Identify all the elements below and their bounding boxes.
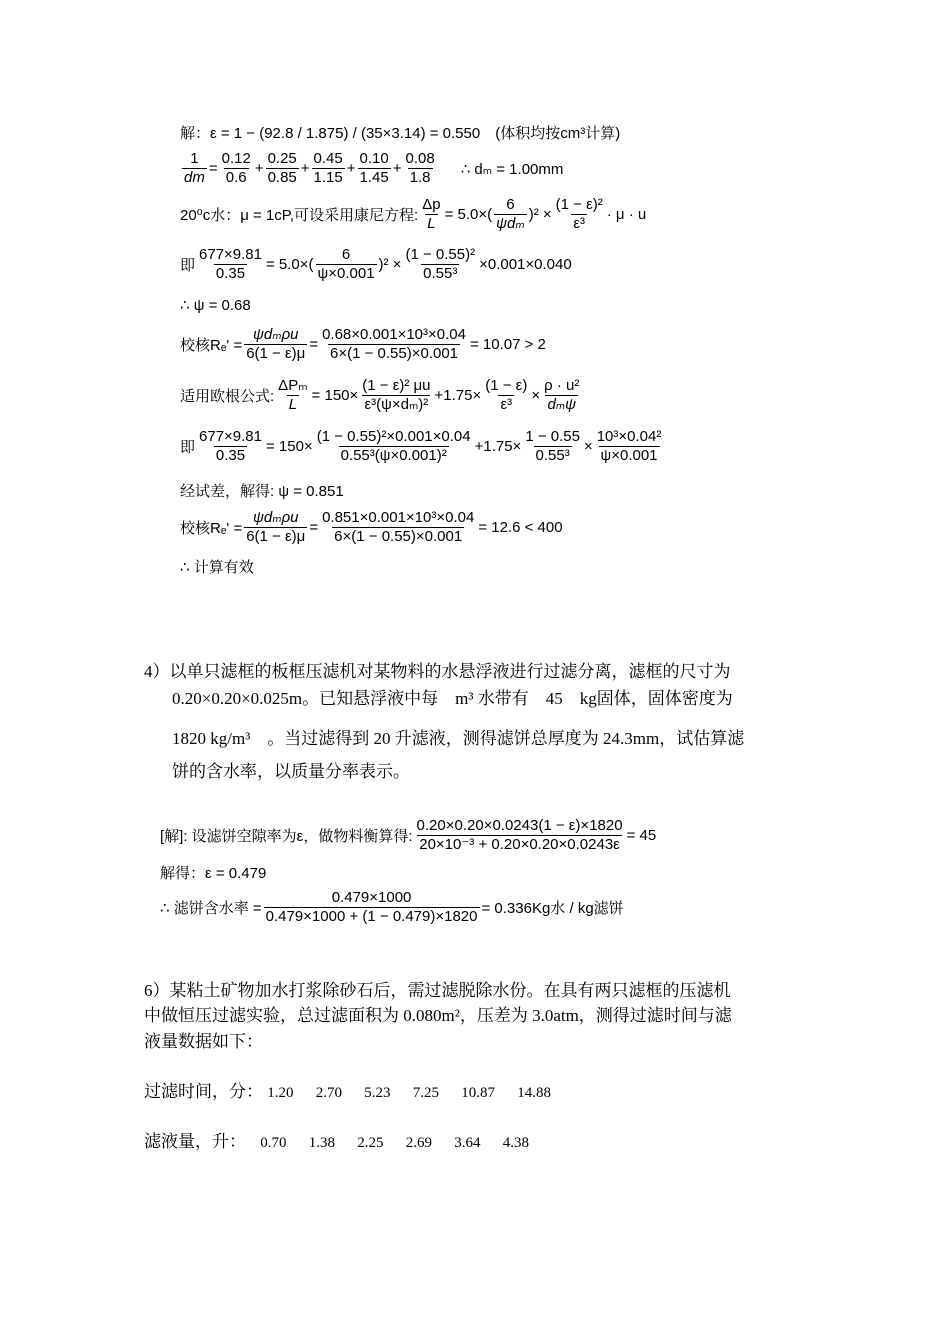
table-cell: 3.64 <box>454 1135 481 1151</box>
fraction: $\frac{0.10}{1.45}$ <box>359 150 389 186</box>
fraction: $\frac{\text{(1 − ε)²}}{\text{ε³}}$ <box>555 196 603 232</box>
fraction: $\frac{(1 - \varepsilon)}{\text{ε³}}$ <box>485 377 528 413</box>
sol4-line-3: ∴ 滤饼含水率 = $\frac{0.479\times 1000}{0.479\times 1000 + (1 - 0.479)\times 1820}$ = 0.336Kg水 / kg滤饼 <box>160 889 624 925</box>
fraction: $\frac{677\times 9.81}{0.35}$ <box>199 428 262 464</box>
sol3-line-11: ∴ 计算有效 <box>180 559 254 576</box>
table-cell: 2.25 <box>357 1135 384 1151</box>
fraction: $\frac{\text{(1 − 0.55)²}}{\text{0.55³}}$ <box>405 246 476 282</box>
question-4-line-2: 0.20×0.20×0.025m。已知悬浮液中每 m³ 水带有 45 kg固体，固体密度为 <box>172 689 733 708</box>
question-6-line-3: 液量数据如下： <box>144 1032 263 1051</box>
equation-text: ∴ dₘ = 1.00mm <box>460 160 564 178</box>
fraction: $\frac{0.20\times 0.20\times 0.0243(1 - \varepsilon)\times 1820}{\text{20×10⁻³ + 0.20×0.20×0.0243ε}}$ <box>416 817 623 853</box>
fraction: $\frac{6}{\psi\times 0.001}$ <box>317 246 375 282</box>
fraction: $\frac{\text{(1 − ε)² μu}}{\text{ε³(ψ×dₘ)²}}$ <box>362 377 431 413</box>
fraction: $\frac{6}{\text{ψdₘ}}$ <box>496 196 525 232</box>
fraction: $\frac{0.12}{0.6}$ <box>221 150 251 186</box>
question-6-line-1: 6）某粘土矿物加水打浆除砂石后，需过滤脱除水份。在具有两只滤框的压滤机 <box>144 981 731 1000</box>
question-6-line-2: 中做恒压过滤实验，总过滤面积为 0.080m²，压差为 3.0atm，测得过滤时间与滤 <box>144 1006 732 1025</box>
fraction: $\frac{677\times 9.81}{0.35}$ <box>199 246 262 282</box>
row-label: 过滤时间，分： <box>144 1082 263 1101</box>
table-cell: 5.23 <box>364 1085 391 1101</box>
sol3-line-4: 即 $\frac{677\times 9.81}{0.35}$ = 5.0×( $\frac{6}{\psi\times 0.001}$ )² × $\frac{\text{(1 − 0.55)²}}{\text{0.55³}}$ ×0.001×0.040 <box>180 246 572 282</box>
sol3-line-6: 校核Rₑ' = $\frac{\text{ψdₘρu}}{6(1 - \varepsilon)\mu}$ = $\frac{\text{0.68×0.001×10³×0.04}}{6\times(1 - 0.55)\times 0.001}$ = 10.07 > 2 <box>180 326 546 362</box>
fraction: $\frac{0.08}{1.8}$ <box>405 150 435 186</box>
filtrate-volume-row <box>144 1127 547 1152</box>
fraction: $\frac{0.45}{1.15}$ <box>313 150 343 186</box>
question-4-line-4: 饼的含水率，以质量分率表示。 <box>172 762 410 781</box>
sol3-line-10: 校核Rₑ' = $\frac{\text{ψdₘρu}}{6(1 - \varepsilon)\mu}$ = $\frac{\text{0.851×0.001×10³×0.04}}{6\times(1 - 0.55)\times 0.001}$ = 12.6 < 400 <box>180 509 563 545</box>
table-cell: 10.87 <box>461 1085 495 1101</box>
sol4-line-2: 解得：ε = 0.479 <box>160 865 267 882</box>
sol3-line-1 <box>180 122 620 143</box>
table-cell: 1.38 <box>308 1135 335 1151</box>
row-label: 滤液量，升： <box>144 1132 246 1151</box>
fraction: $\frac{\Delta p}{L}$ <box>422 196 441 232</box>
fraction: $\frac{\text{0.851×0.001×10³×0.04}}{6\times(1 - 0.55)\times 0.001}$ <box>322 509 475 545</box>
equation-text: 解：ε = 1 − (92.8 / 1.875) / (35×3.14) = 0.550 (体积均按cm³计算) <box>180 125 621 142</box>
question-4-line-3: 1820 kg/m³ 。当过滤得到 20 升滤液，测得滤饼总厚度为 24.3mm，试估算滤 <box>172 729 745 748</box>
table-cell: 0.70 <box>260 1135 287 1151</box>
filtration-time-row <box>144 1077 569 1102</box>
fraction: $\frac{0.25}{0.85}$ <box>267 150 297 186</box>
table-cell: 14.88 <box>517 1085 551 1101</box>
fraction: $\frac{\text{0.68×0.001×10³×0.04}}{6\times(1 - 0.55)\times 0.001}$ <box>322 326 466 362</box>
sol3-line-2: $\frac{1}{dm}$ = $\frac{0.12}{0.6}$ + $\frac{0.25}{0.85}$ + $\frac{0.45}{1.15}$ + $\frac{0.10}{1.45}$ + $\frac{0.08}{1.8}$ ∴ dₘ = 1.00mm <box>184 150 564 186</box>
sol3-line-7: 适用欧根公式: $\frac{\text{ΔPₘ}}{L}$ = 150× $\frac{\text{(1 − ε)² μu}}{\text{ε³(ψ×dₘ)²}}$ +1.75× $\frac{(1 - \varepsilon)}{\text{ε³}}$ × $\frac{\text{ρ · u²}}{\text{dₘψ}}$ <box>180 377 580 413</box>
fraction: $\frac{\text{ψdₘρu}}{6(1 - \varepsilon)\mu}$ <box>246 509 306 545</box>
sol3-line-8: 即 $\frac{677\times 9.81}{0.35}$ = 150× $\frac{\text{(1 − 0.55)²×0.001×0.04}}{\text{0.55³(ψ×0.001)²}}$ +1.75× $\frac{1 - 0.55}{\text{0.55³}}$ × $\frac{\text{10³×0.04²}}{\psi\times 0.001}$ <box>180 428 662 464</box>
table-cell: 7.25 <box>412 1085 439 1101</box>
fraction: $\frac{\text{(1 − 0.55)²×0.001×0.04}}{\text{0.55³(ψ×0.001)²}}$ <box>316 428 471 464</box>
fraction: $\frac{1}{dm}$ <box>184 150 205 186</box>
sol3-line-5: ∴ ψ = 0.68 <box>180 297 251 314</box>
fraction: $\frac{\text{ΔPₘ}}{L}$ <box>278 377 308 413</box>
fraction: $\frac{\text{10³×0.04²}}{\psi\times 0.001}$ <box>596 428 662 464</box>
question-4-line-1: 4）以单只滤框的板框压滤机对某物料的水悬浮液进行过滤分离，滤框的尺寸为 <box>144 662 731 681</box>
table-cell: 2.70 <box>315 1085 342 1101</box>
fraction: $\frac{0.479\times 1000}{0.479\times 1000 + (1 - 0.479)\times 1820}$ <box>265 889 478 925</box>
sol3-line-9: 经试差，解得: ψ = 0.851 <box>180 483 344 500</box>
table-cell: 2.69 <box>405 1135 432 1151</box>
fraction: $\frac{\text{ψdₘρu}}{6(1 - \varepsilon)\mu}$ <box>246 326 306 362</box>
table-cell: 4.38 <box>502 1135 529 1151</box>
sol4-line-1: [解]: 设滤饼空隙率为ε，做物料衡算得: $\frac{0.20\times 0.20\times 0.0243(1 - \varepsilon)\times 1820}{\text{20×10⁻³ + 0.20×0.20×0.0243ε}}$ = 45 <box>160 817 657 853</box>
fraction: $\frac{1 - 0.55}{\text{0.55³}}$ <box>525 428 580 464</box>
sol3-line-3: 20⁰c水：μ = 1cP,可设采用康尼方程: $\frac{\Delta p}{L}$ = 5.0×( $\frac{6}{\text{ψdₘ}}$ )² × $\frac{\text{(1 − ε)²}}{\text{ε³}}$ · μ · u <box>180 196 647 232</box>
fraction: $\frac{\text{ρ · u²}}{\text{dₘψ}}$ <box>544 377 580 413</box>
table-cell: 1.20 <box>267 1085 294 1101</box>
